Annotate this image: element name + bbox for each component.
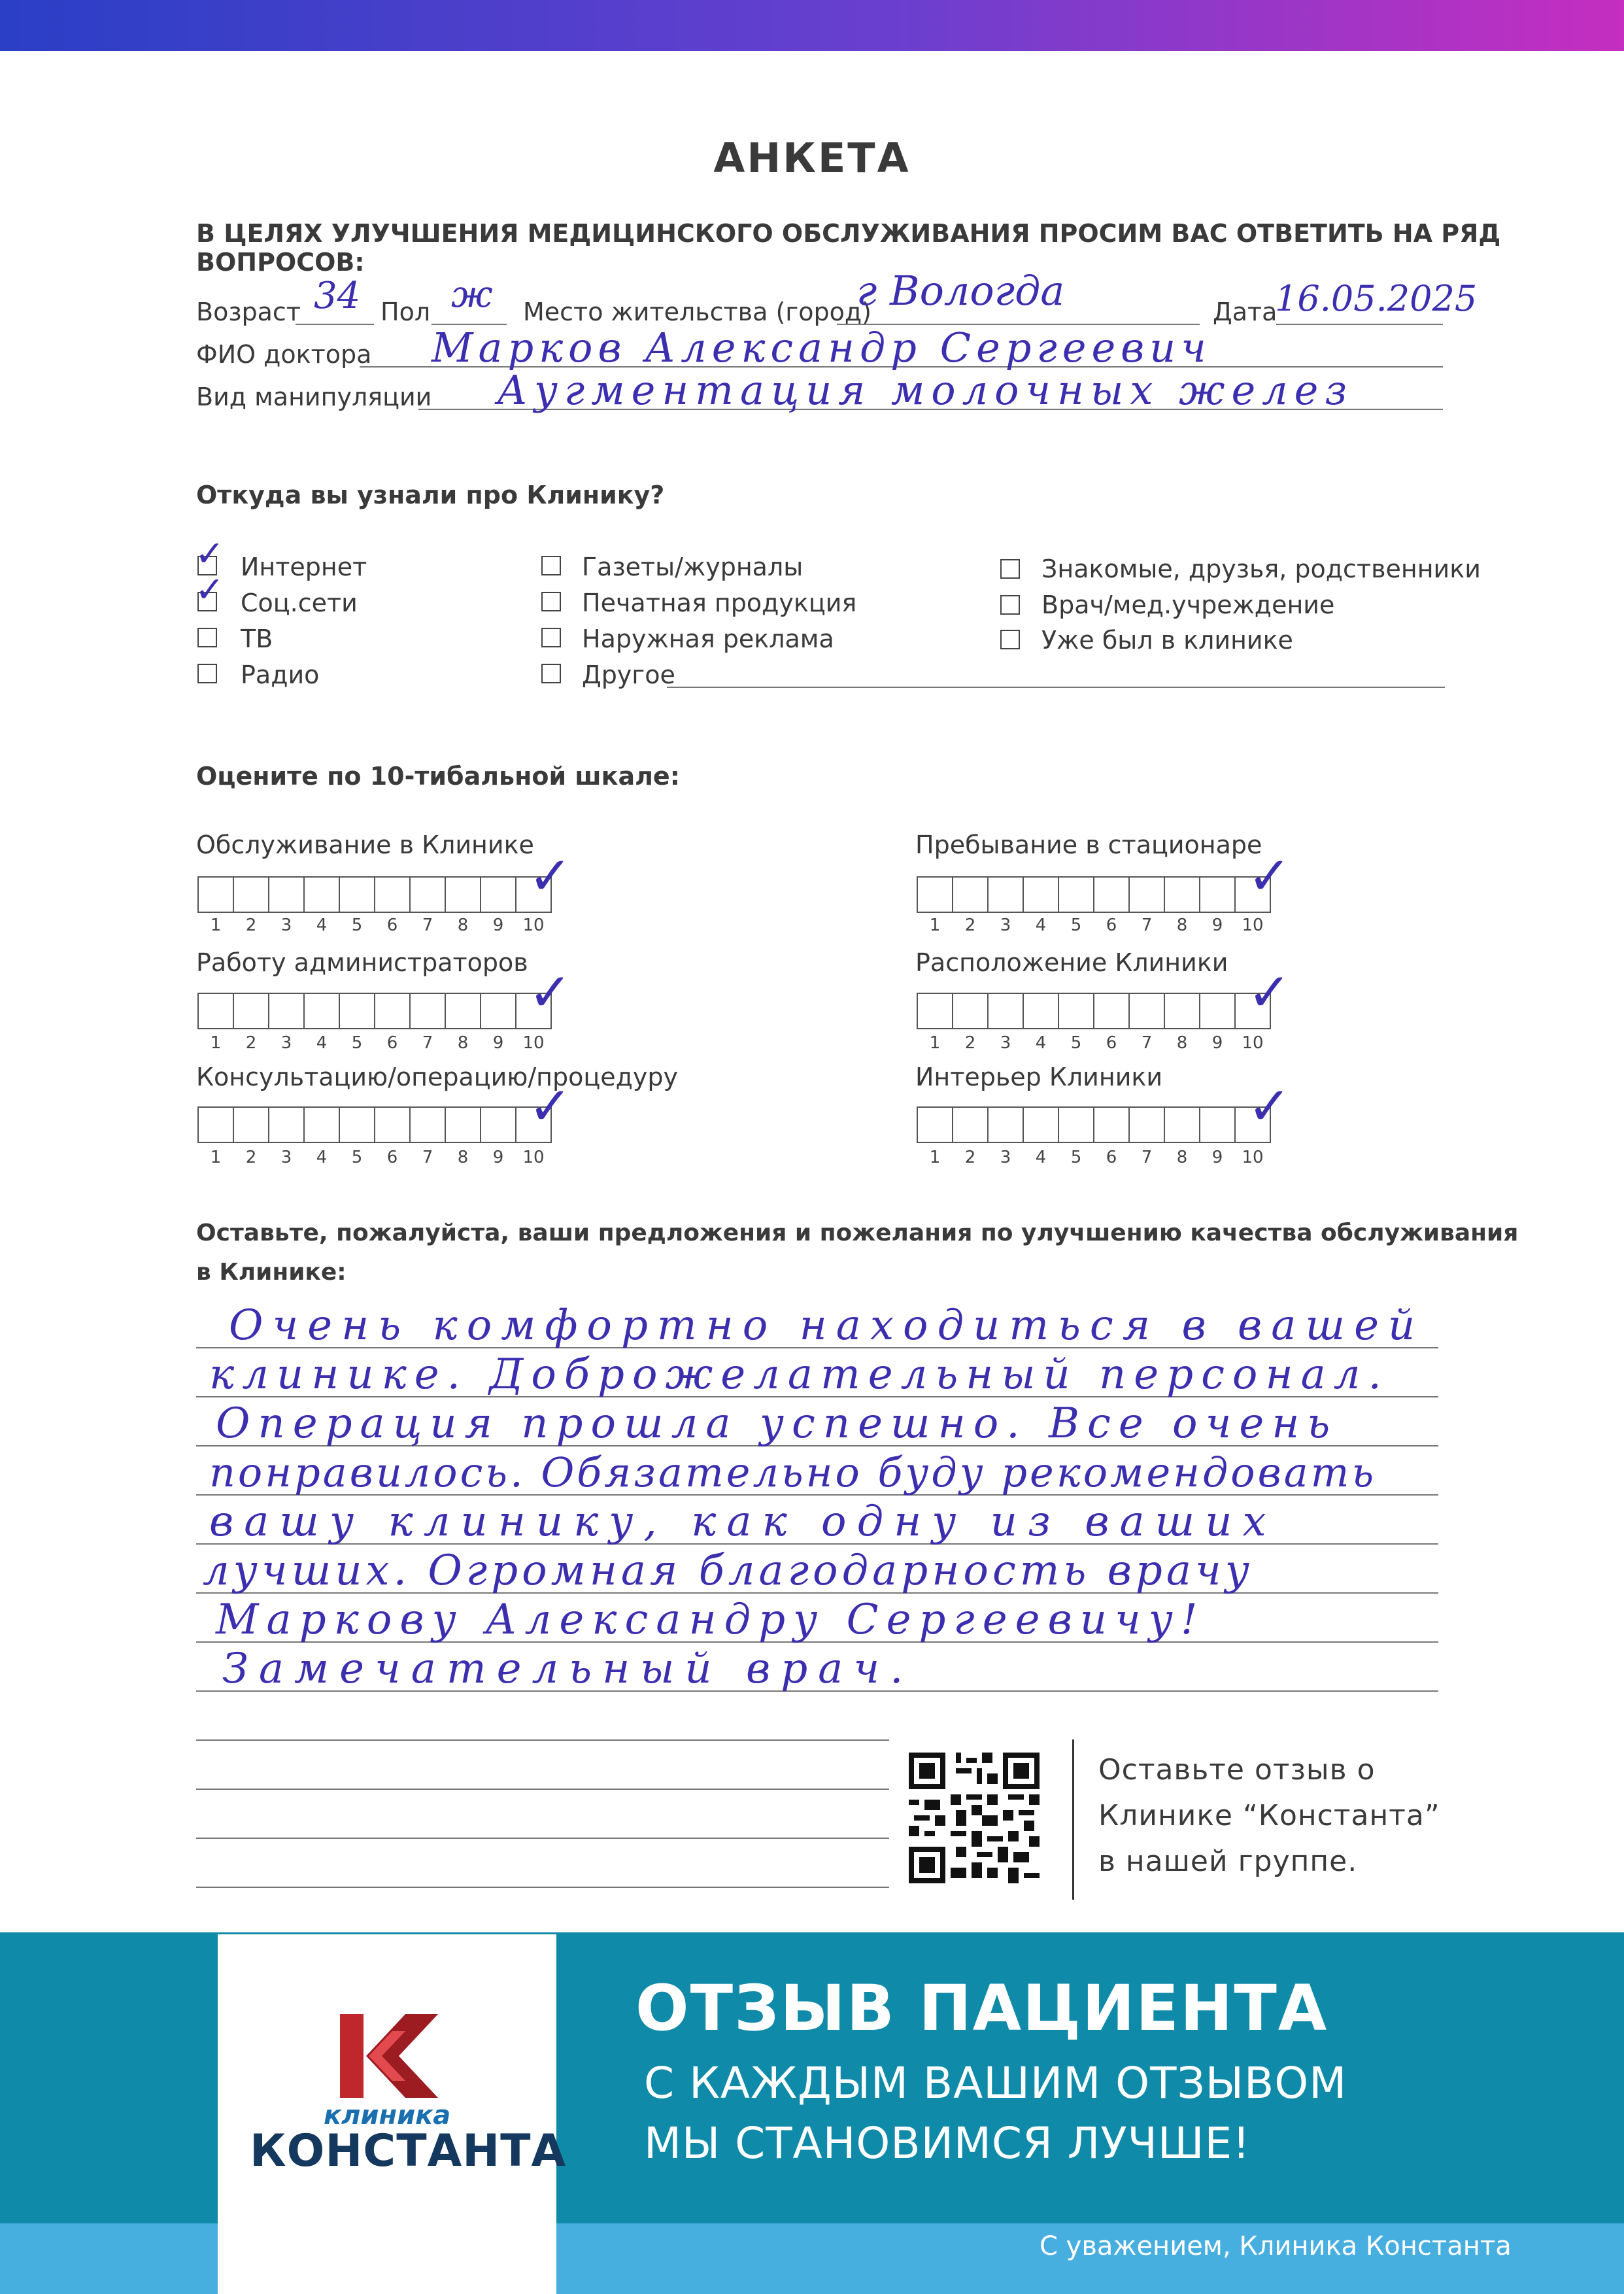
rating-scale-service: 1 2 3 4 5 6 7 8 9 10 [210, 916, 545, 935]
rating-boxes-location[interactable] [917, 993, 1270, 1029]
rating-label-interior: Интерьер Клиники [915, 1063, 1163, 1091]
intro-text: В ЦЕЛЯХ УЛУЧШЕНИЯ МЕДИЦИНСКОГО ОБСЛУЖИВАНИЯ ПРОСИМ ВАС ОТВЕТИТЬ НА РЯД ВОПРОСОВ: [196, 219, 1501, 277]
rating-label-service: Обслуживание в Клинике [196, 830, 534, 859]
qr-caption-line-2: Клинике “Константа” [1098, 1799, 1440, 1832]
date-label: Дата [1213, 298, 1277, 326]
feedback-text-1[interactable]: Очень комфортно находиться в вашей [229, 1301, 1425, 1350]
feedback-text-7[interactable]: Маркову Александру Сергеевичу! [216, 1596, 1206, 1644]
age-line [296, 324, 374, 325]
rating-label-stay: Пребывание в стационаре [915, 830, 1262, 859]
option-friends: Знакомые, друзья, родственники [1041, 555, 1481, 583]
feedback-question-2: в Клинике: [196, 1259, 347, 1286]
procedure-label: Вид манипуляции [196, 383, 432, 411]
checkbox-doctor-referral[interactable] [1000, 595, 1020, 615]
qr-caption-line-3: в нашей группе. [1098, 1845, 1358, 1878]
rating-check-service: ✓ [528, 846, 573, 906]
rating-boxes-service[interactable] [197, 876, 550, 913]
qr-code[interactable] [909, 1753, 1040, 1883]
feedback-line-10 [196, 1789, 889, 1790]
rating-scale-interior: 1 2 3 4 5 6 7 8 9 10 [929, 1148, 1264, 1167]
city-label: Место жительства (город) [523, 298, 871, 326]
feedback-text-3[interactable]: Операция прошла успешно. Все очень [216, 1399, 1338, 1448]
rating-check-consult: ✓ [528, 1076, 573, 1137]
rating-scale-consult: 1 2 3 4 5 6 7 8 9 10 [210, 1148, 545, 1167]
date-line [1276, 324, 1443, 325]
option-tv: ТВ [241, 625, 273, 653]
checkbox-newspapers[interactable] [541, 556, 561, 575]
rating-check-interior: ✓ [1247, 1076, 1292, 1137]
check-mark-social: ✓ [195, 569, 225, 610]
source-question: Откуда вы узнали про Клинику? [196, 481, 665, 509]
checkbox-tv[interactable] [197, 628, 217, 647]
checkbox-friends[interactable] [1000, 559, 1020, 579]
checkbox-outdoor[interactable] [541, 628, 561, 647]
banner-title: ОТЗЫВ ПАЦИЕНТА [635, 1972, 1328, 2045]
option-newspapers: Газеты/журналы [582, 553, 804, 581]
checkbox-radio[interactable] [197, 664, 217, 683]
page-title: АНКЕТА [713, 134, 911, 182]
top-gradient-bar [0, 0, 1624, 51]
option-radio: Радио [241, 660, 320, 689]
doctor-label: ФИО доктора [196, 340, 372, 369]
doctor-value[interactable]: Марков Александр Сергеевич [431, 324, 1211, 371]
banner-signature: С уважением, Клиника Константа [1040, 2231, 1512, 2261]
rating-question: Оцените по 10-тибальной шкале: [196, 762, 680, 791]
rating-check-location: ✓ [1247, 962, 1292, 1023]
other-line [667, 687, 1445, 688]
sex-label: Пол [381, 298, 431, 326]
banner-subtitle-line-2: МЫ СТАНОВИМСЯ ЛУЧШЕ! [644, 2118, 1251, 2168]
rating-boxes-stay[interactable] [917, 876, 1270, 913]
checkbox-other[interactable] [541, 664, 561, 683]
feedback-text-8[interactable]: Замечательный врач. [222, 1645, 914, 1693]
age-value[interactable]: 34 [314, 275, 361, 317]
rating-scale-stay: 1 2 3 4 5 6 7 8 9 10 [929, 916, 1264, 935]
feedback-line-9 [196, 1739, 889, 1741]
option-social: Соц.сети [241, 589, 358, 617]
option-doctor-referral: Врач/мед.учреждение [1041, 591, 1335, 619]
logo-text-small: клиника [324, 2100, 451, 2131]
rating-label-location: Расположение Клиники [915, 948, 1228, 977]
age-label: Возраст [196, 298, 301, 326]
date-value[interactable]: 16.05.2025 [1275, 278, 1478, 319]
option-other: Другое [582, 660, 675, 689]
feedback-text-2[interactable]: клинике. Доброжелательный персонал. [209, 1350, 1389, 1399]
rating-check-admins: ✓ [528, 962, 573, 1023]
checkbox-returning[interactable] [1000, 630, 1020, 649]
feedback-line-12 [196, 1887, 889, 1888]
city-value[interactable]: г Вологда [856, 267, 1065, 315]
rating-boxes-consult[interactable] [197, 1106, 550, 1143]
banner-subtitle-line-1: С КАЖДЫМ ВАШИМ ОТЗЫВОМ [644, 2058, 1347, 2108]
option-print: Печатная продукция [582, 589, 857, 617]
qr-caption [1098, 1747, 1440, 1885]
clinic-logo-icon [340, 2014, 438, 2098]
logo-text-big: КОНСТАНТА [250, 2125, 567, 2177]
qr-divider [1072, 1739, 1074, 1900]
feedback-text-5[interactable]: вашу клинику, как одну из ваших [209, 1498, 1277, 1546]
rating-label-consult: Консультацию/операцию/процедуру [196, 1063, 678, 1091]
option-outdoor: Наружная реклама [582, 625, 834, 653]
feedback-text-6[interactable]: лучших. Огромная благодарность врачу [203, 1547, 1253, 1595]
checkbox-print[interactable] [541, 592, 561, 611]
sex-value[interactable]: ж [451, 273, 493, 316]
rating-scale-admins: 1 2 3 4 5 6 7 8 9 10 [210, 1033, 545, 1053]
rating-scale-location: 1 2 3 4 5 6 7 8 9 10 [929, 1033, 1264, 1053]
option-internet: Интернет [241, 553, 367, 581]
feedback-line-11 [196, 1838, 889, 1839]
rating-label-admins: Работу администраторов [196, 948, 528, 977]
procedure-value[interactable]: Аугментация молочных желез [497, 366, 1354, 414]
rating-boxes-interior[interactable] [917, 1106, 1270, 1143]
check-mark-internet: ✓ [195, 533, 225, 574]
option-returning: Уже был в клинике [1041, 626, 1293, 655]
rating-boxes-admins[interactable] [197, 993, 550, 1029]
qr-caption-line-1: Оставьте отзыв о [1098, 1753, 1376, 1787]
feedback-question-1: Оставьте, пожалуйста, ваши предложения и пожелания по улучшению качества обслуживания [196, 1220, 1519, 1246]
banner-subtitle [644, 2053, 1347, 2174]
feedback-text-4[interactable]: понравилось. Обязательно буду рекомендовать [209, 1448, 1377, 1496]
rating-check-stay: ✓ [1247, 846, 1292, 906]
